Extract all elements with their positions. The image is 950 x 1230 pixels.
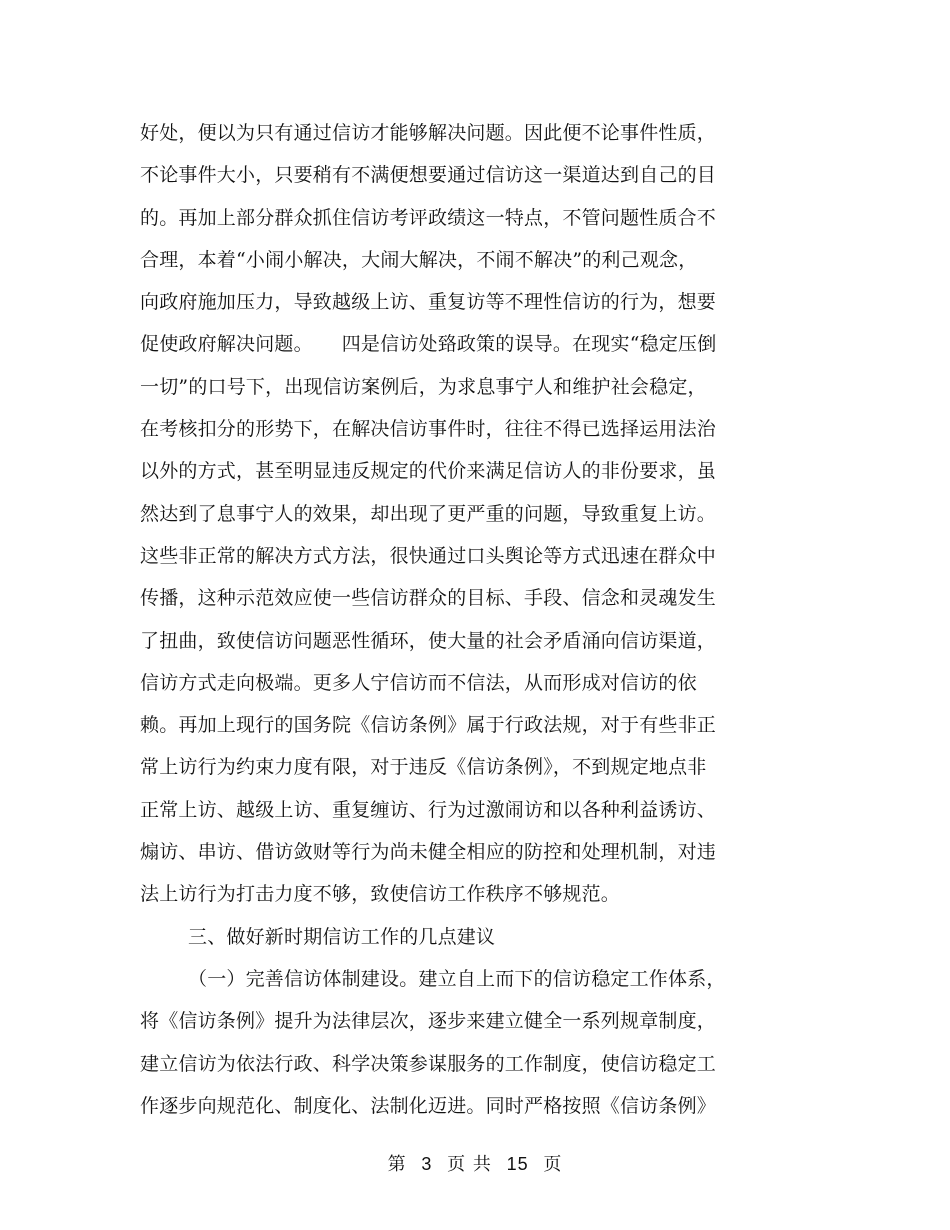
paragraph-line: 信访方式走向极端。更多人宁信访而不信法，从而形成对信访的依 (140, 671, 697, 694)
footer-middle: 页 共 (447, 1154, 492, 1175)
paragraph-line: 不论事件大小，只要稍有不满便想要通过信访这一渠道达到自己的目 (140, 164, 717, 187)
subsection-line: 将《信访条例》提升为法律层次，逐步来建立健全一系列规章制度， (140, 1010, 717, 1033)
paragraph-line: 煽访、串访、借访敛财等行为尚未健全相应的防控和处理机制，对违 (140, 841, 717, 864)
paragraph-line: 然达到了息事宁人的效果，却出现了更严重的问题，导致重复上访。 (140, 502, 717, 525)
page-footer (0, 1150, 950, 1176)
footer-suffix: 页 (543, 1154, 563, 1175)
paragraph-line: 以外的方式，甚至明显违反规定的代价来满足信访人的非份要求，虽 (140, 460, 717, 483)
section-heading: 三、做好新时期信访工作的几点建议 (188, 925, 496, 948)
body-text (140, 112, 780, 1127)
subsection-line: 作逐步向规范化、制度化、法制化迈进。同时严格按照《信访条例》 (140, 1094, 717, 1117)
paragraph-line: 促使政府解决问题。 四是信访处臵政策的误导。在现实“稳定压倒 (140, 333, 717, 356)
paragraph-line: 传播，这种示范效应使一些信访群众的目标、手段、信念和灵魂发生 (140, 587, 717, 610)
paragraph-line: 这些非正常的解决方式方法，很快通过口头舆论等方式迅速在群众中 (140, 544, 717, 567)
paragraph-line: 向政府施加压力，导致越级上访、重复访等不理性信访的行为，想要 (140, 291, 717, 314)
paragraph-line: 法上访行为打击力度不够，致使信访工作秩序不够规范。 (140, 883, 621, 906)
paragraph-line: 一切”的口号下，出现信访案例后，为求息事宁人和维护社会稳定， (140, 375, 707, 398)
paragraph-line: 正常上访、越级上访、重复缠访、行为过激闹访和以各种利益诱访、 (140, 798, 717, 821)
paragraph-line: 好处，便以为只有通过信访才能够解决问题。因此便不论事件性质， (140, 122, 717, 144)
footer-prefix: 第 (387, 1154, 407, 1175)
total-pages-number: 15 (506, 1154, 529, 1174)
paragraph-line: 赖。再加上现行的国务院《信访条例》属于行政法规，对于有些非正 (140, 714, 717, 737)
current-page-number: 3 (421, 1154, 433, 1174)
paragraph-line: 了扭曲，致使信访问题恶性循环，使大量的社会矛盾涌向信访渠道， (140, 629, 717, 652)
paragraph-line: 常上访行为约束力度有限，对于违反《信访条例》，不到规定地点非 (140, 756, 707, 779)
paragraph-line: 合理，本着“小闹小解决，大闹大解决，不闹不解决”的利己观念， (140, 248, 698, 271)
subsection-line: （一）完善信访体制建设。建立自上而下的信访稳定工作体系， (188, 967, 726, 990)
subsection-line: 建立信访为依法行政、科学决策参谋服务的工作制度，使信访稳定工 (140, 1052, 717, 1075)
paragraph-line: 的。再加上部分群众抓住信访考评政绩这一特点，不管问题性质合不 (140, 206, 717, 229)
paragraph-line: 在考核扣分的形势下，在解决信访事件时，往往不得已选择运用法治 (140, 418, 717, 441)
